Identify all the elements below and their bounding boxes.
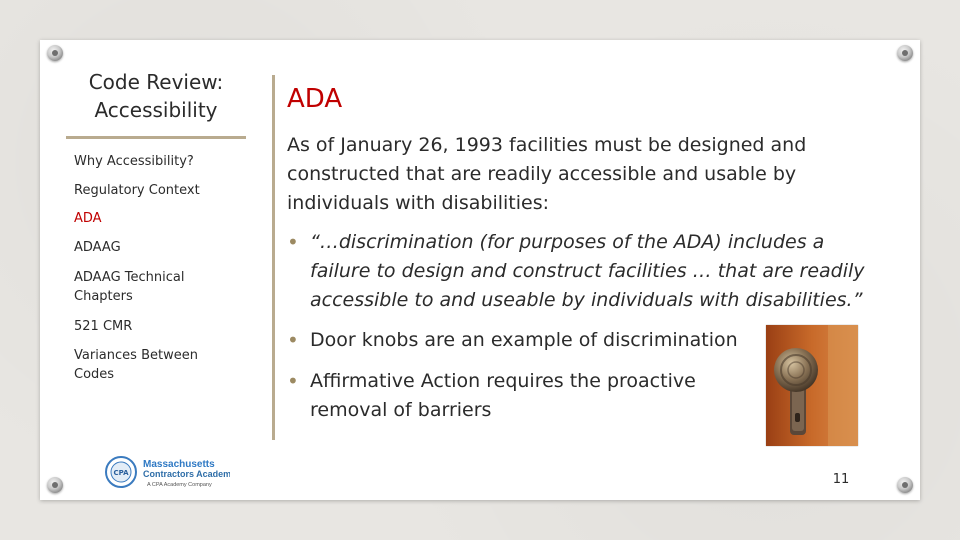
bullet-dot-icon: • [287,230,299,254]
pin-top-left-icon [47,45,63,61]
bullet-dot-icon: • [287,369,299,393]
door-knob-photo [766,325,858,446]
company-logo [105,455,230,489]
logo-tagline: A CPA Academy Company [147,482,212,488]
pin-bottom-left-icon [47,477,63,493]
sidebar-item-regulatory-context[interactable]: Regulatory Context [74,183,200,198]
page-number: 11 [832,472,850,487]
logo-name-line2: Contractors Academy [143,469,230,479]
sidebar-item-adaag[interactable]: ADAAG [74,240,121,255]
pin-top-right-icon [897,45,913,61]
svg-text:CPA: CPA [113,469,129,477]
sidebar-item-521-cmr[interactable]: 521 CMR [74,319,133,334]
sidebar-divider [66,136,246,139]
sidebar-title-line2: Accessibility [94,98,218,122]
sidebar-item-variances[interactable]: Variances Between Codes [74,348,198,382]
sidebar-title-line1: Code Review: [88,70,224,94]
bullet-dot-icon: • [287,328,299,352]
sidebar-title [68,68,244,124]
intro-paragraph: As of January 26, 1993 facilities must be designed and constructed that are readily accessible and usable by individuals with disabilities: [287,134,807,214]
slide-title: ADA [287,84,343,114]
bullet-text: Door knobs are an example of discrimination [310,329,738,351]
pin-bottom-right-icon [897,477,913,493]
vertical-divider [272,75,275,440]
bullet-text: “…discrimination (for purposes of the ADA) includes a failure to design and construct facilities … that are readily accessible to and useable by individuals with disabilities.” [310,231,865,311]
sidebar-item-why-accessibility[interactable]: Why Accessibility? [74,154,194,169]
sidebar-item-ada[interactable]: ADA [74,211,102,226]
sidebar-item-adaag-technical-chapters[interactable]: ADAAG Technical Chapters [74,270,185,304]
bullet-text: Affirmative Action requires the proactive removal of barriers [310,370,696,421]
logo-name-line1: Massachusetts [143,459,215,470]
